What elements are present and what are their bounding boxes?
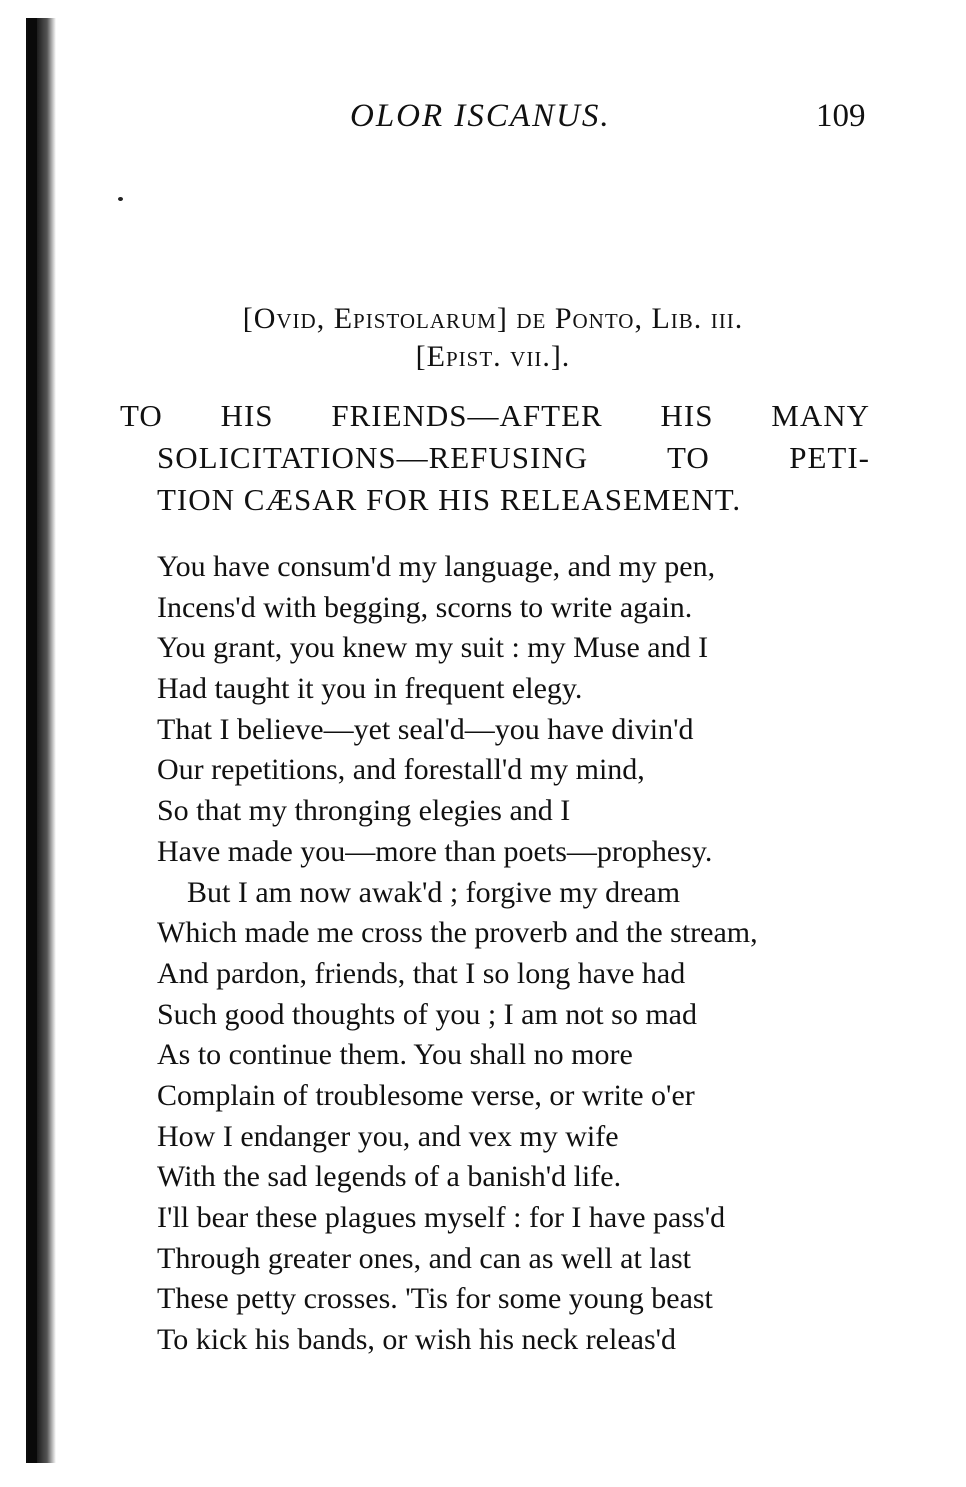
running-head [0,98,966,148]
poem-title-line: TION CÆSAR FOR HIS RELEASEMENT. [157,482,742,517]
verse-line: Through greater ones, and can as well at last [157,1241,691,1275]
verse-line: Incens'd with begging, scorns to write again. [157,590,693,624]
verse-line: These petty crosses. 'Tis for some young beast [157,1282,713,1316]
verse-line: To kick his bands, or wish his neck releas'd [157,1323,677,1357]
verse-line: And pardon, friends, that I so long have had [157,956,686,990]
verse-line: Have made you—more than poets—prophesy. [157,834,713,868]
poem-title-line: TO HIS FRIENDS—AFTER HIS MANY [120,398,870,433]
verse-line: You grant, you knew my suit : my Muse and I [157,631,709,665]
verse-line: Such good thoughts of you ; I am not so mad [157,997,697,1031]
verse-line: Complain of troublesome verse, or write o'er [157,1078,695,1112]
verse-line: I'll bear these plagues myself : for I have pass'd [157,1201,726,1234]
verse-line: But I am now awak'd ; forgive my dream [187,875,681,909]
verse-line: Had taught it you in frequent elegy. [157,672,583,706]
print-speck [118,197,123,201]
page-binding-shadow [28,18,37,1463]
poem-body [157,547,917,1361]
verse-line: With the sad legends of a banish'd life. [157,1160,622,1194]
verse-line: Our repetitions, and forestall'd my mind, [157,753,645,787]
verse-line: Which made me cross the proverb and the stream, [157,916,758,950]
poem-title [120,395,870,521]
verse-line: How I endanger you, and vex my wife [157,1119,619,1153]
verse-line: So that my thronging elegies and I [157,794,571,828]
source-citation-line-1: [Ovid, Epistolarum] de Ponto, Lib. iii. [242,302,744,335]
verse-line: You have consum'd my language, and my pen, [157,550,716,583]
source-citation-line-2: [Epist. vii.]. [415,340,571,373]
poem-title-line: SOLICITATIONS—REFUSING TO PETI- [157,440,870,475]
page-number: 109 [816,98,866,134]
verse-line: That I believe—yet seal'd—you have divin'd [157,712,694,746]
verse-line: As to continue them. You shall no more [157,1038,633,1072]
running-title: OLOR ISCANUS. [350,98,611,134]
